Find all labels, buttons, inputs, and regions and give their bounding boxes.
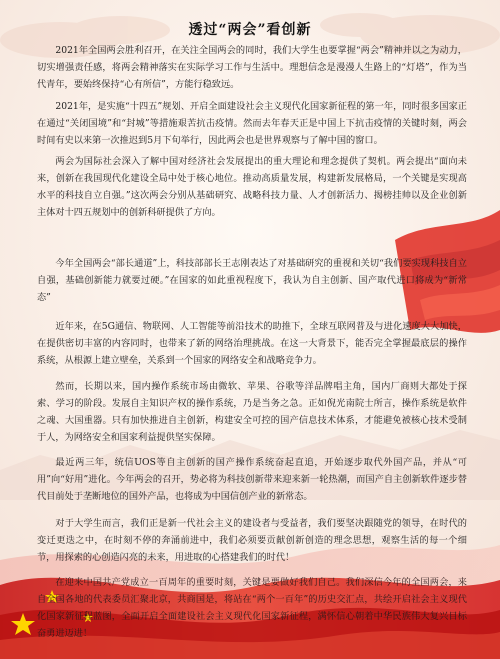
paragraph-6: 然而，长期以来，国内操作系统市场由微软、苹果、谷歌等洋品牌唱主角，国内厂商则大都处于探索、学习的阶段。发展自主知识产权的操作系统，乃是当务之急。正如倪光南院士所言，操作系统是软件之魂、大国重器。只有加快推进自主创新，构建安全可控的国产信息技术体系，才能避免被核心技术受制于人，为网络安全和国家利益提供坚实保障。: [37, 381, 467, 443]
paragraph-9: 在迎来中国共产党成立一百周年的重要时刻，关键是要做好我们自己。我们深信今年的全国两会，来自全国各地的代表委员汇聚北京，共商国是，将站在“两个一百年”的历史交汇点，共绘开启社会主义现代化国家新征程蓝图，全面开启全面建设社会主义现代化国家新征程，满怀信心朝着中华民族伟大复兴目标奋勇进迈进！: [37, 577, 467, 639]
paragraph-8: 对于大学生而言，我们正是新一代社会主义的建设者与受益者，我们要坚决跟随党的领导，在时代的变迁更迭之中，在时刻不停的奔涌前进中，我们必须要贡献创新创造的理念思想，观察生活的每一个细节，用探索的心创造闪亮的未来，用进取的心搭建我们的时代！: [37, 518, 467, 563]
paragraph-7: 最近两三年，统信UOS等自主创新的国产操作系统奋起直追，开始逐步取代外国产品，并从“可用”向“好用”进化。今年两会的召开，势必将为科技创新带来迎来新一轮热潮，而国产自主创新软件逐步替代目前处于垄断地位的国外产品，也将成为中国信创产业的新常态。: [37, 457, 467, 502]
paragraph-4: 今年全国两会“部长通道”上，科技部部长王志刚表达了对基础研究的重视和关切“我们要实现科技自立自强，基础创新能力就要过硬。”在国家的如此重视程度下，我认为自主创新、国产取代进口将成为“新常态”: [37, 258, 467, 303]
article-title: 透过“两会”看创新: [188, 22, 312, 38]
paragraph-1: 2021年全国两会胜利召开，在关注全国两会的同时，我们大学生也要掌握“两会”精神并以之为动力，切实增强责任感，将两会精神落实在实际学习工作与生活中。理想信念是漫漫人生路上的“灯塔”，作为当代青年，要始终保持“心有所信”，方能行稳致远。: [37, 45, 467, 90]
paragraph-5: 近年来，在5G通信、物联网、人工智能等前沿技术的助推下，全球互联网普及与进化速度大大加快，在提供密切丰富的内容同时，也带来了新的网络治理挑战。在这一大背景下，能否完全掌握最底层的操作系统，从根源上建立壁垒，关系到一个国家的网络安全和战略竞争力。: [37, 321, 467, 366]
paragraph-3: 两会为国际社会深入了解中国对经济社会发展提出的重大理论和理念提供了契机。两会提出“面向未来，创新在我国现代化建设全局中处于核心地位。推动高质量发展，构建新发展格局，一个关键是实现高水平的科技自立自强。”这次两会分别从基础研究、战略科技力量、人才创新活力、揭榜挂帅以及企业创新主体对十四五规划中的创新科研提供了方向。: [37, 156, 467, 218]
paragraph-2: 2021年，是实施“十四五”规划、开启全面建设社会主义现代化国家新征程的第一年，同时很多国家正在通过“关闭国境”和“封城”等措施艰苦抗击疫情。然而去年春天正是中国上下抗击疫情的关键时刻，两会时间有史以来第一次推迟到5月下旬举行，因此两会也是世界观察与了解中国的窗口。: [37, 101, 467, 146]
